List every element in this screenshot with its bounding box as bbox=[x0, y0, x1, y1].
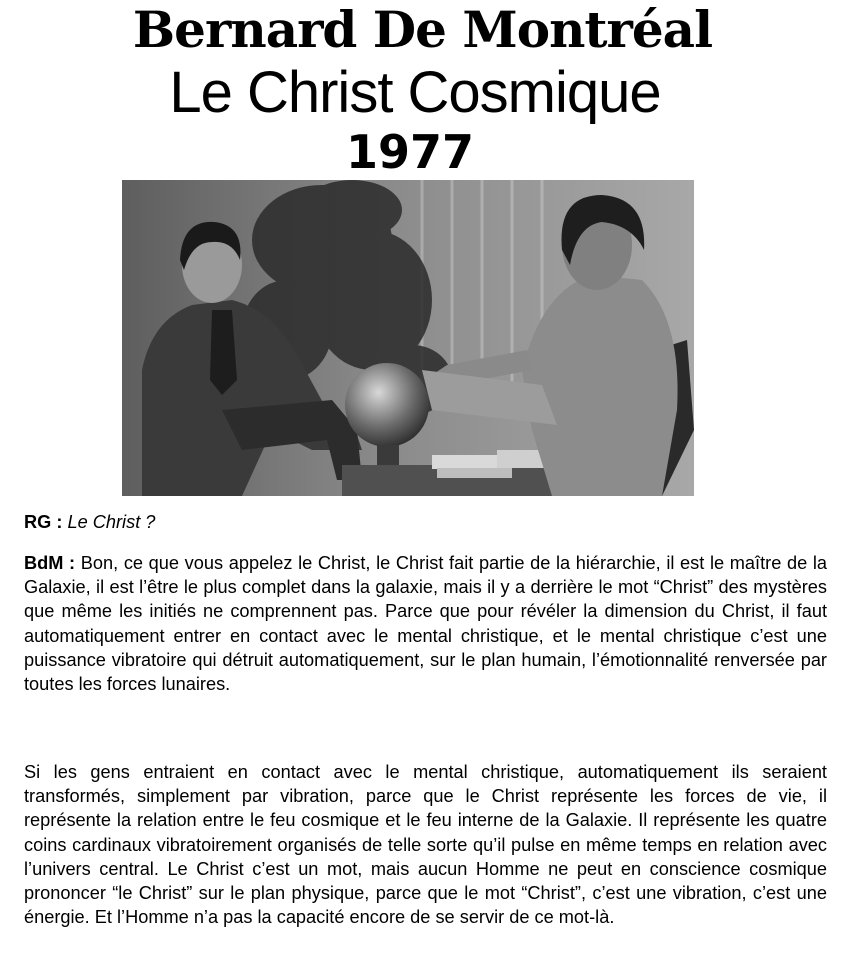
interview-photo bbox=[122, 180, 694, 496]
speaker-rg: RG : bbox=[24, 512, 63, 532]
bdm-answer-paragraph-2: Si les gens entraient en contact avec le mental christique, automatiquement ils seraient transformés, simplement par vibration, parce que le Christ représente les forces de vie, il représente la relation entre le feu cosmique et le feu interne de la Galaxie. Il représente les quatre coins cardinaux vibratoirement organisés de telle sorte qu’il pulse en même temps en relation avec l’univers central. Le Christ c’est un mot, mais aucun Homme ne peut en conscience cosmique prononcer “le Christ” sur le plan physique, parce que le mot “Christ”, c’est une vibration, c’est une énergie. Et l’Homme n’a pas la capacité encore de se servir de ce mot-là. bbox=[24, 762, 827, 928]
bdm-answer-paragraph-1 bbox=[24, 551, 827, 696]
speaker-bdm: BdM : bbox=[24, 553, 76, 573]
author-title: Bernard De Montréal bbox=[132, 0, 713, 59]
rg-question bbox=[24, 510, 827, 534]
year-title: 1977 bbox=[345, 125, 475, 179]
photo-of-two-men-seated-with-globe-icon bbox=[122, 180, 694, 496]
rg-question-text: Le Christ ? bbox=[67, 512, 156, 532]
bdm-answer-text-1: Bon, ce que vous appelez le Christ, le Christ fait partie de la hiérarchie, il est le maître de la Galaxie, il est l’être le plus complet dans la galaxie, mais il y a derrière le mot “Christ” des mystères que même les initiés ne comprennent pas. Parce que pour révéler la dimension du Christ, il faut automatiquement entrer en contact avec le mental christique, et le mental christique c’est une puissance vibratoire qui détruit automatiquement, sur le plan humain, l’émotionnalité renversée par toutes les forces lunaires. bbox=[24, 553, 827, 695]
subject-title: Le Christ Cosmique bbox=[169, 60, 661, 125]
